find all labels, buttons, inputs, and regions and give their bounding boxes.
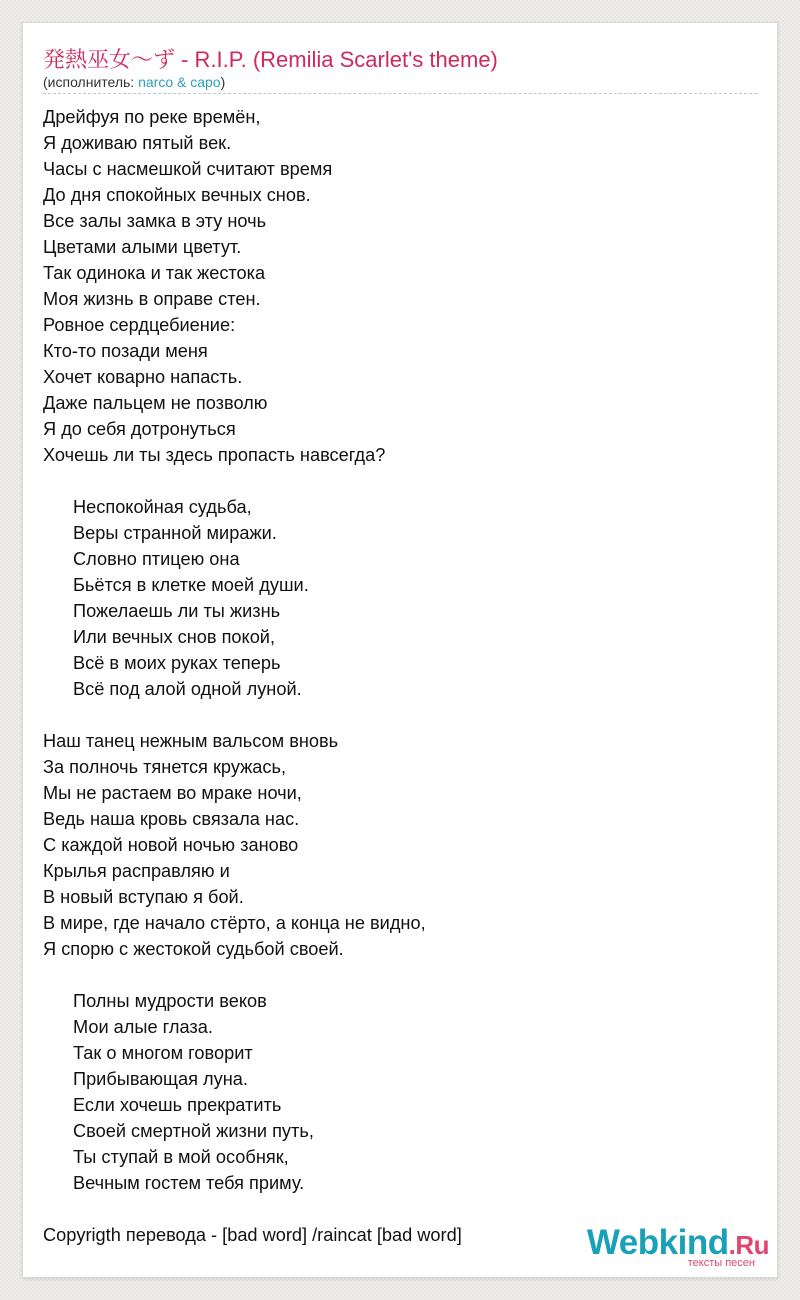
lyric-line: Или вечных снов покой,: [73, 627, 276, 647]
lyric-line: Все залы замка в эту ночь: [43, 211, 267, 231]
logo-tagline: тексты песен: [687, 1257, 755, 1269]
lyric-line: Так о многом говорит: [73, 1043, 253, 1063]
song-title: 発熱巫女～ず - R.I.P. (Remilia Scarlet's theme): [43, 47, 498, 72]
lyric-line: Ровное сердцебиение:: [43, 315, 236, 335]
lyric-line: Copyrigth перевода - [bad word] /raincat [bad word]: [43, 1225, 462, 1245]
lyric-line: Веры странной миражи.: [73, 523, 277, 543]
lyric-line: Наш танец нежным вальсом вновь: [43, 731, 339, 751]
artist-suffix: ): [220, 74, 226, 90]
lyric-line: Полны мудрости веков: [73, 991, 267, 1011]
lyric-line: Дрейфуя по реке времён,: [43, 107, 261, 127]
stanza-break: [43, 468, 462, 494]
lyric-line: В новый вступаю я бой.: [43, 887, 244, 907]
stanza-break: [43, 702, 462, 728]
lyric-line: Кто-то позади меня: [43, 341, 208, 361]
lyric-line: Так одинока и так жестока: [43, 263, 266, 283]
logo-name: Webkind: [586, 1223, 729, 1262]
lyrics-card: [22, 22, 778, 1278]
lyric-line: Я до себя дотронуться: [43, 419, 236, 439]
lyric-line: Ведь наша кровь связала нас.: [43, 809, 300, 829]
lyric-line: Я спорю с жестокой судьбой своей.: [43, 939, 344, 959]
lyric-line: Вечным гостем тебя приму.: [73, 1173, 305, 1193]
lyric-line: Хочешь ли ты здесь пропасть навсегда?: [43, 445, 386, 465]
lyric-line: Всё в моих руках теперь: [73, 653, 281, 673]
stanza-break: [43, 1196, 462, 1222]
lyric-line: Неспокойная судьба,: [73, 497, 252, 517]
artist-link[interactable]: narco & capo: [138, 74, 221, 90]
lyric-line: Прибывающая луна.: [73, 1069, 248, 1089]
lyric-line: Словно птицею она: [73, 549, 240, 569]
lyric-line: Даже пальцем не позволю: [43, 393, 268, 413]
lyric-line: С каждой новой ночью заново: [43, 835, 299, 855]
lyric-line: До дня спокойных вечных снов.: [43, 185, 311, 205]
lyric-line: Если хочешь прекратить: [73, 1095, 282, 1115]
stanza-break: [43, 962, 462, 988]
lyric-line: Бьётся в клетке моей души.: [73, 575, 309, 595]
lyric-line: Мои алые глаза.: [73, 1017, 213, 1037]
lyric-line: В мире, где начало стёрто, а конца не видно,: [43, 913, 426, 933]
lyric-line: Моя жизнь в оправе стен.: [43, 289, 261, 309]
lyric-line: Хочет коварно напасть.: [43, 367, 243, 387]
lyrics-text: [43, 104, 462, 1248]
lyric-line: Цветами алыми цветут.: [43, 237, 242, 257]
lyric-line: Пожелаешь ли ты жизнь: [73, 601, 281, 621]
lyric-line: Всё под алой одной луной.: [73, 679, 302, 699]
artist-prefix: (исполнитель:: [43, 74, 139, 90]
lyric-line: Часы с насмешкой считают время: [43, 159, 333, 179]
logo-tld: .Ru: [728, 1230, 769, 1260]
lyric-line: Мы не растаем во мраке ночи,: [43, 783, 302, 803]
artist-line: [43, 74, 225, 90]
lyric-line: Ты ступай в мой особняк,: [73, 1147, 289, 1167]
lyric-line: Своей смертной жизни путь,: [73, 1121, 314, 1141]
lyric-line: Крылья расправляю и: [43, 861, 230, 881]
lyric-line: За полночь тянется кружась,: [43, 757, 287, 777]
webkind-logo[interactable]: [587, 1225, 769, 1269]
title-divider: [43, 93, 757, 94]
lyric-line: Я доживаю пятый век.: [43, 133, 232, 153]
